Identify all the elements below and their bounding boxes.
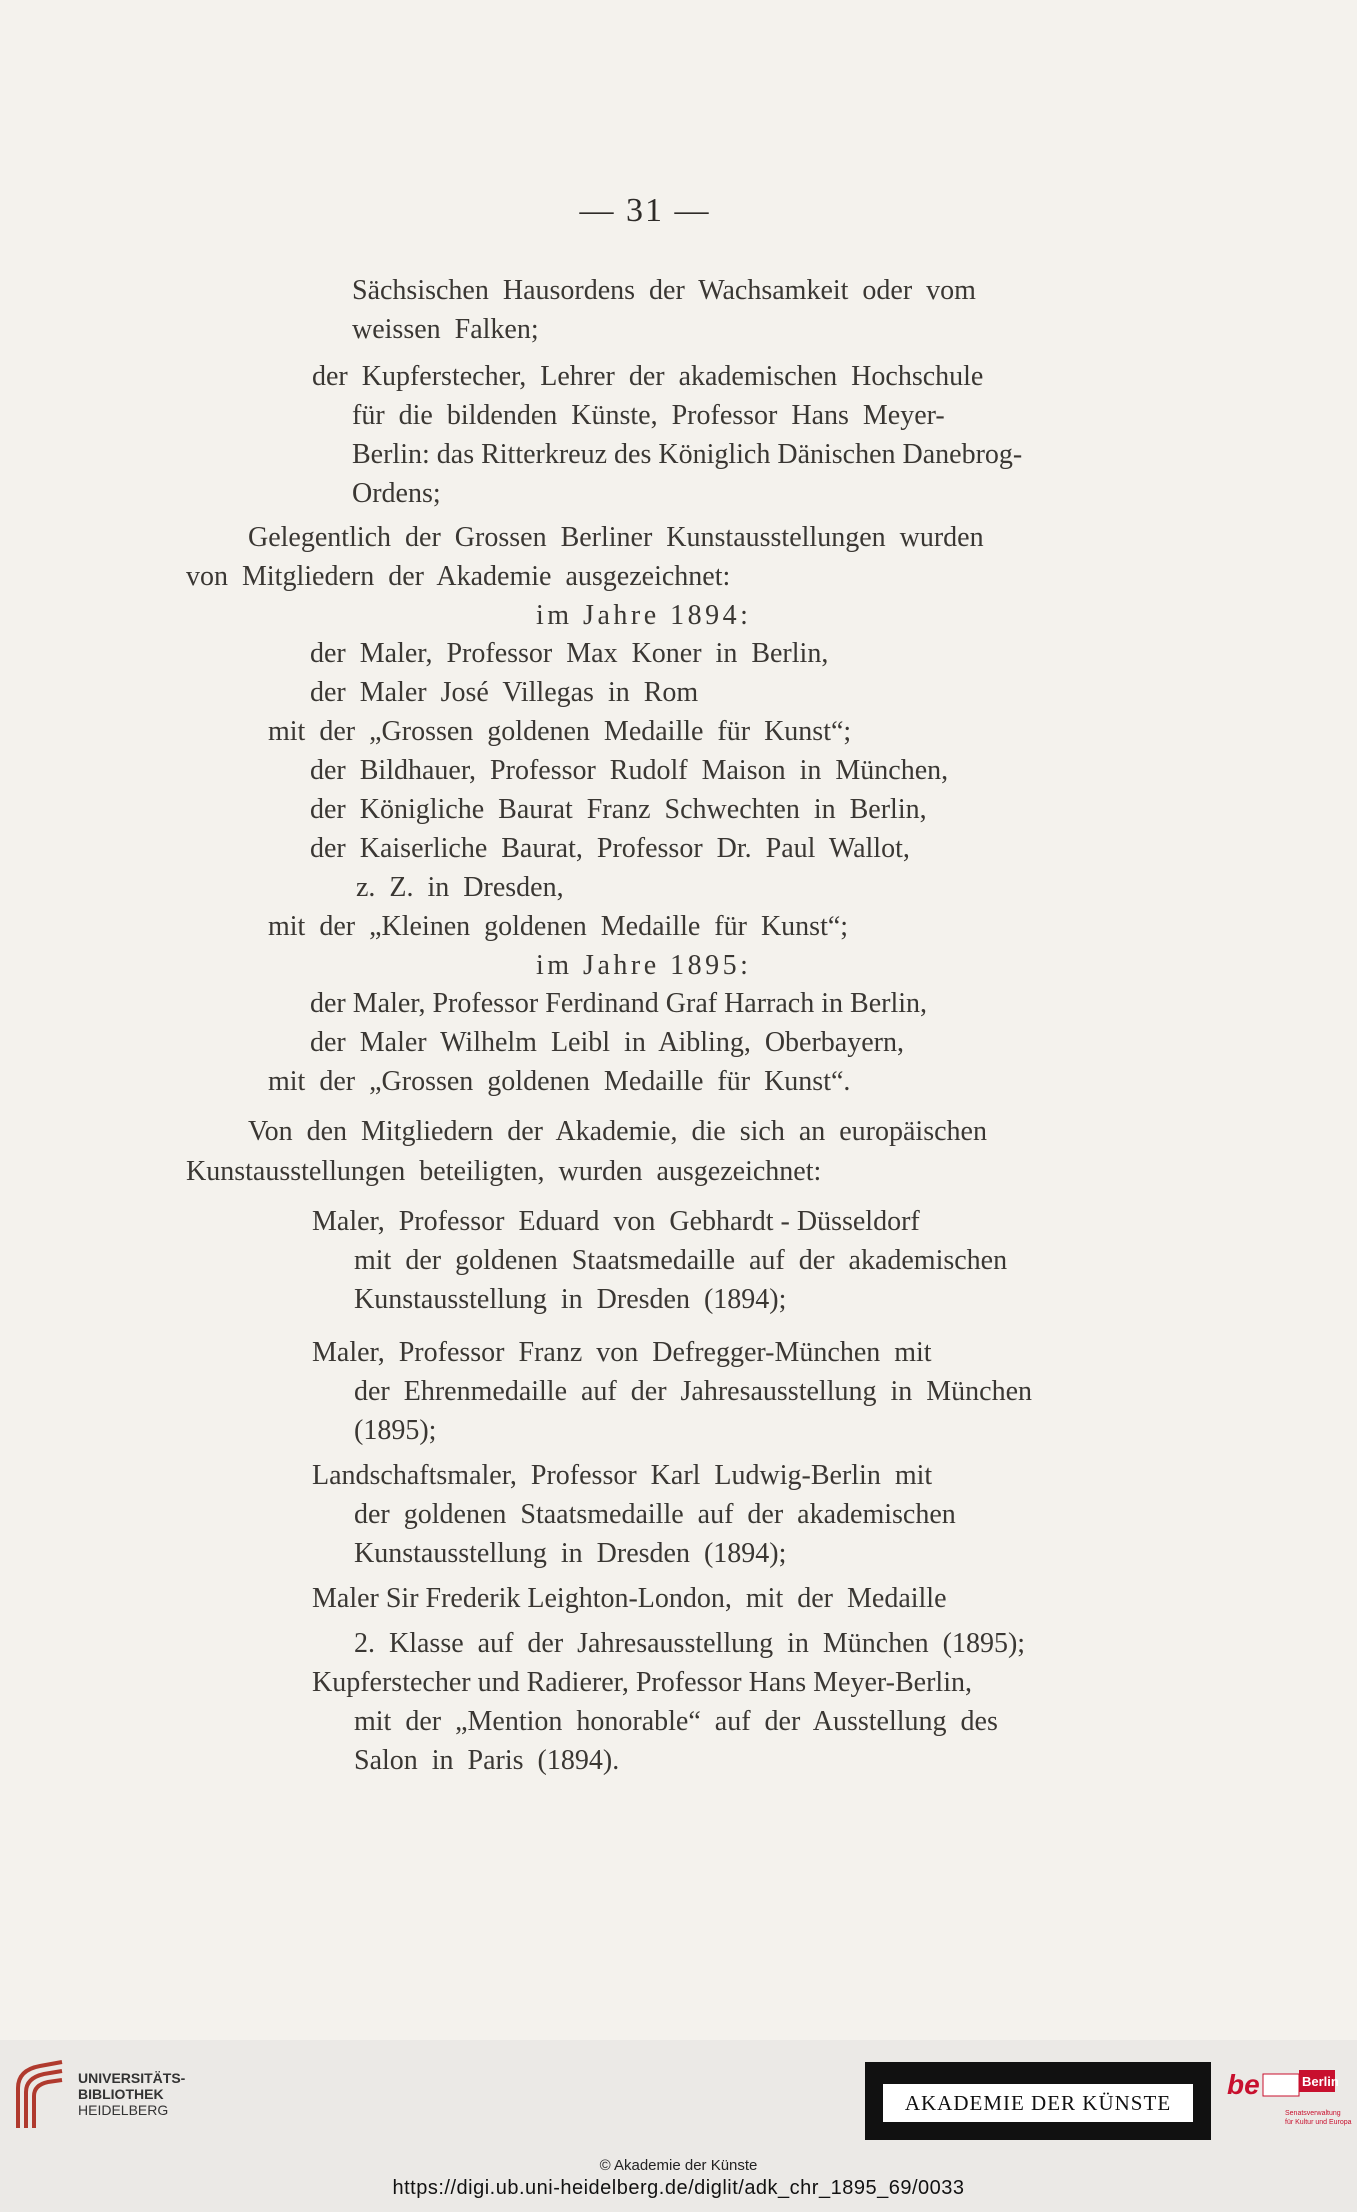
text-line: Maler, Professor Eduard von Gebhardt - Düsseldorf [312,1206,920,1237]
text-line: der Maler Wilhelm Leibl in Aibling, Oberbayern, [310,1027,904,1058]
university-library-logo-icon[interactable] [10,2058,68,2136]
text-line: Salon in Paris (1894). [354,1745,620,1776]
text-line: der Kaiserliche Baurat, Professor Dr. Paul Wallot, [310,833,910,864]
akademie-logo[interactable] [865,2062,1211,2140]
text-line: der Maler, Professor Max Koner in Berlin, [310,638,829,669]
copyright-notice: © Akademie der Künste [599,2157,758,2174]
svg-text:Berlin: Berlin [1302,2074,1339,2089]
text-line: für die bildenden Künste, Professor Hans Meyer- [352,400,945,431]
section-heading: im Jahre 1895: [536,950,752,981]
akademie-logo-text: AKADEMIE DER KÜNSTE [883,2084,1193,2122]
text-line: Kunstausstellung in Dresden (1894); [354,1284,787,1315]
text-line: Gelegentlich der Grossen Berliner Kunstausstellungen wurden [248,522,984,553]
text-line: Von den Mitgliedern der Akademie, die sich an europäischen [248,1116,987,1147]
text-line: Sächsischen Hausordens der Wachsamkeit oder vom [352,275,976,306]
text-line: Ordens; [352,478,441,509]
text-line: der Bildhauer, Professor Rudolf Maison in München, [310,755,949,786]
text-line: Landschaftsmaler, Professor Karl Ludwig-Berlin mit [312,1460,933,1491]
text-line: Kunstausstellung in Dresden (1894); [354,1538,787,1569]
text-line: Kunstausstellungen beteiligten, wurden ausgezeichnet: [186,1156,822,1187]
text-line: (1895); [354,1415,437,1446]
be-berlin-logo-icon[interactable] [1225,2060,1352,2140]
text-line: Maler Sir Frederik Leighton-London, mit der Medaille [312,1583,947,1614]
text-line: Kupferstecher und Radierer, Professor Hans Meyer-Berlin, [312,1667,972,1698]
text-line: mit der „Kleinen goldenen Medaille für Kunst“; [268,911,849,942]
svg-text:Senatsverwaltung: Senatsverwaltung [1285,2110,1341,2117]
text-line: der Königliche Baurat Franz Schwechten in Berlin, [310,794,927,825]
text-line: Maler, Professor Franz von Defregger-München mit [312,1337,932,1368]
viewer-footer [0,2040,1357,2212]
text-line: weissen Falken; [352,314,539,345]
text-line: Berlin: das Ritterkreuz des Königlich Dänischen Danebrog- [352,439,1023,470]
section-heading: im Jahre 1894: [536,600,752,631]
ub-line: BIBLIOTHEK [78,2086,164,2102]
text-line: z. Z. in Dresden, [356,872,564,903]
svg-text:für Kultur und Europa: für Kultur und Europa [1285,2119,1352,2126]
page-number: — 31 — [579,192,711,229]
svg-text:be: be [1227,2069,1260,2100]
text-line: mit der goldenen Staatsmedaille auf der akademischen [354,1245,1008,1276]
text-line: der Kupferstecher, Lehrer der akademischen Hochschule [312,361,984,392]
permalink-url[interactable]: https://digi.ub.uni-heidelberg.de/diglit/adk_chr_1895_69/0033 [392,2177,965,2199]
text-line: der Ehrenmedaille auf der Jahresausstellung in München [354,1376,1033,1407]
text-line: mit der „Mention honorable“ auf der Ausstellung des [354,1706,998,1737]
text-line: der goldenen Staatsmedaille auf der akademischen [354,1499,956,1530]
university-library-name [78,2070,185,2118]
ub-line: UNIVERSITÄTS- [78,2070,186,2086]
ub-line: HEIDELBERG [78,2102,169,2118]
text-line: der Maler José Villegas in Rom [310,677,699,708]
text-line: mit der „Grossen goldenen Medaille für Kunst“. [268,1066,851,1097]
text-line: der Maler, Professor Ferdinand Graf Harrach in Berlin, [310,988,927,1019]
text-line: 2. Klasse auf der Jahresausstellung in München (1895); [354,1628,1026,1659]
text-line: von Mitgliedern der Akademie ausgezeichnet: [186,561,731,592]
text-line: mit der „Grossen goldenen Medaille für Kunst“; [268,716,852,747]
